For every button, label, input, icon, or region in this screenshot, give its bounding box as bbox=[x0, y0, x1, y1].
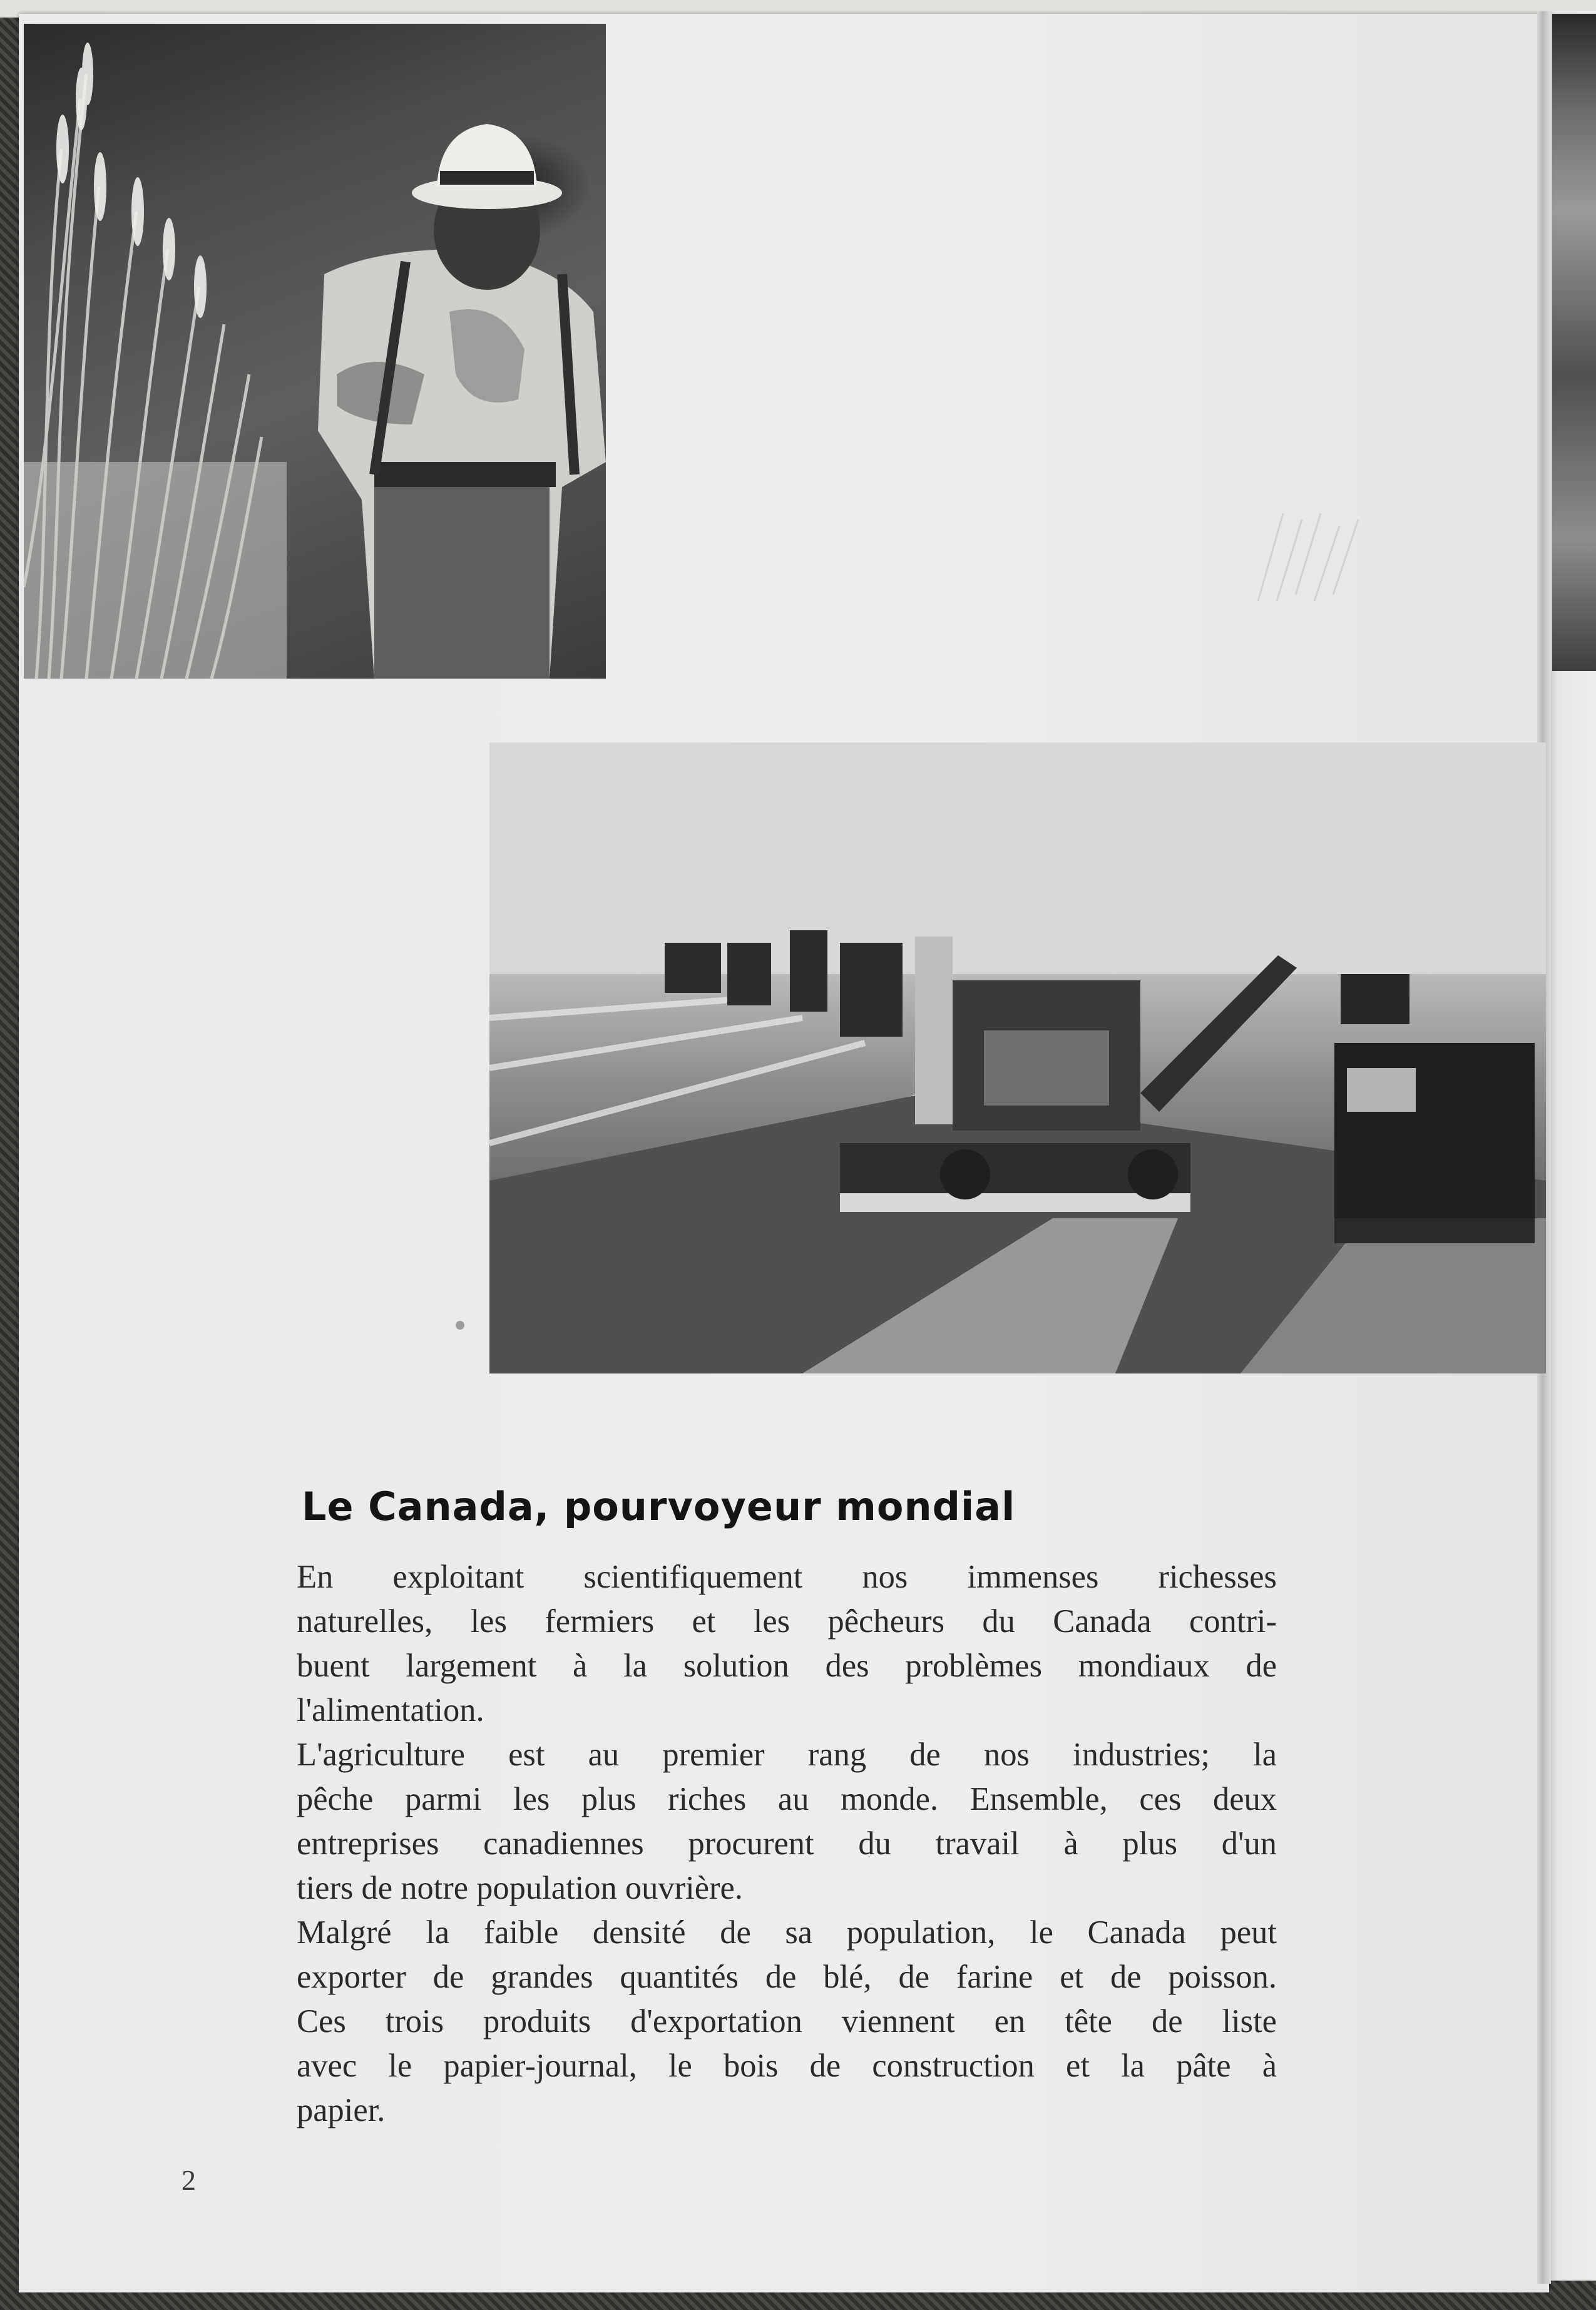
body-line: pêche parmi les plus riches au monde. Ensemble, ces deux bbox=[297, 1781, 1277, 1817]
body-line: En exploitant scientifiquement nos immenses richesses bbox=[297, 1559, 1277, 1595]
body-line: Ces trois produits d'exportation viennent en tête de liste bbox=[297, 2003, 1277, 2040]
article-heading: Le Canada, pourvoyeur mondial bbox=[302, 1484, 1016, 1529]
body-line: l'alimentation. bbox=[297, 1692, 484, 1728]
body-line: naturelles, les fermiers et les pêcheurs du Canada contri- bbox=[297, 1603, 1277, 1640]
page-number: 2 bbox=[182, 2164, 196, 2196]
body-line: entreprises canadiennes procurent du travail à plus d'un bbox=[297, 1825, 1277, 1862]
farmer-photo bbox=[24, 24, 606, 679]
paper-stain bbox=[1246, 501, 1371, 613]
body-line: tiers de notre population ouvrière. bbox=[297, 1870, 743, 1906]
harvest-photo bbox=[489, 742, 1546, 1373]
body-line: buent largement à la solution des problèmes mondiaux de bbox=[297, 1648, 1277, 1684]
body-line: L'agriculture est au premier rang de nos industries; la bbox=[297, 1737, 1277, 1773]
body-line: avec le papier-journal, le bois de construction et la pâte à bbox=[297, 2048, 1277, 2084]
body-line: Malgré la faible densité de sa population, le Canada peut bbox=[297, 1914, 1277, 1951]
body-line: exporter de grandes quantités de blé, de farine et de poisson. bbox=[297, 1959, 1277, 1995]
article-body bbox=[297, 1555, 1277, 2133]
registration-dot bbox=[456, 1321, 464, 1330]
body-line: papier. bbox=[297, 2092, 386, 2128]
adjacent-page-photo bbox=[1552, 14, 1596, 671]
